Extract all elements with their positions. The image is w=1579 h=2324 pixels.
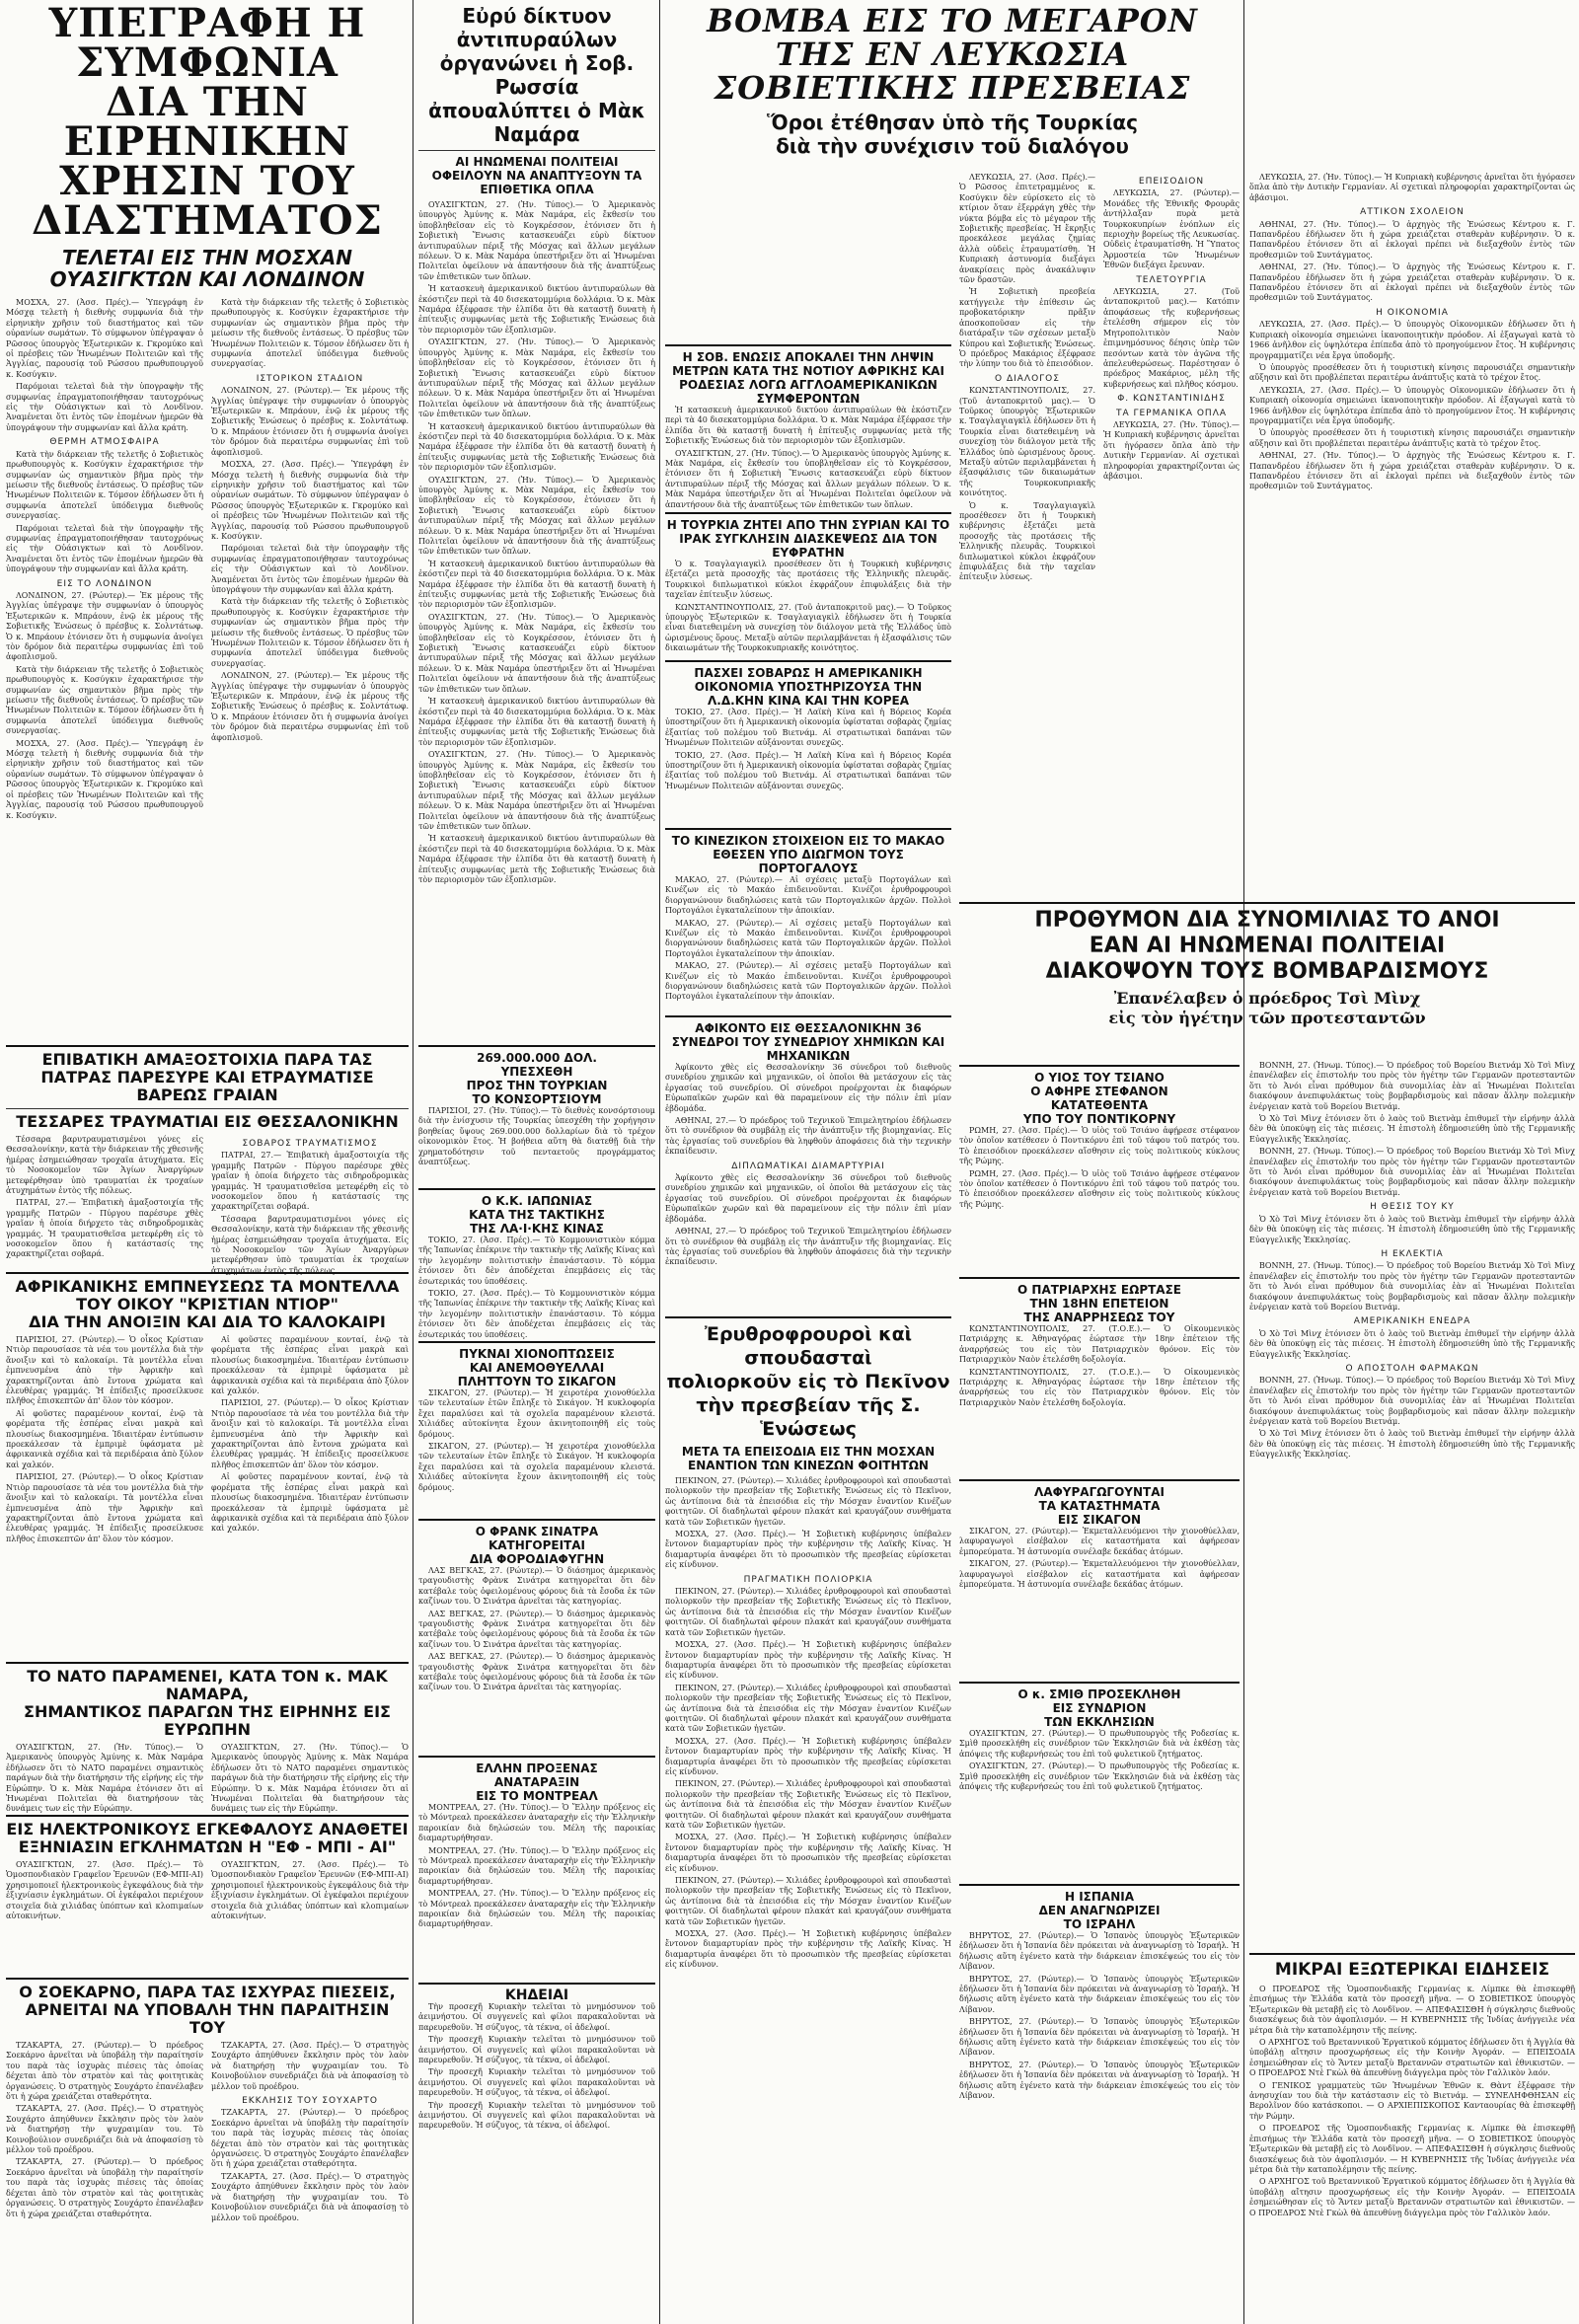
article-text: ΛΕΥΚΩΣΙΑ, 27. (Ρώυτερ).— Μονάδες τῆς Ἐθνικῆς Φρουρᾶς ἀντήλλαξαν πυρὰ μετὰ Τουρκοκυπρίων ἐνόπλων εἰς περιοχὴν βορείως τῆς Λευκωσίας. Οὐδεὶς ἐτραυματίσθη. Ἡ Ὕπατος Ἀρμοστεία τῶν Ἡνωμένων Ἐθνῶν διεξάγει ἔρευναν. <box>1103 188 1240 270</box>
headline: ΥΠΟ ΤΟΥ ΠΟΝΤΙΚΟΡΝΥ <box>1022 1112 1176 1126</box>
headline: ΑΦΡΙΚΑΝΙΚΗΣ ΕΜΠΝΕΥΣΕΩΣ ΤΑ ΜΟΝΤΕΛΛΑ <box>15 1277 400 1296</box>
headline: ΣΗΜΑΝΤΙΚΟΣ ΠΑΡΑΓΩΝ ΤΗΣ ΕΙΡΗΝΗΣ ΕΙΣ ΕΥΡΩΠΗΝ <box>24 1702 391 1739</box>
article-text: ΑΘΗΝΑΙ, 27.— Ὁ πρόεδρος τοῦ Τεχνικοῦ Ἐπιμελητηρίου ἐδήλωσεν ὅτι τὸ συνέδριον θὰ συμβάλῃ εἰς τὴν ἀνάπτυξιν τῆς βιομηχανίας. Εἰς τὰς ἐργασίας τοῦ συνεδρίου θὰ ληφθοῦν ἀποφάσεις διὰ τὴν τεχνικὴν ἐκπαίδευσιν. <box>665 1227 951 1267</box>
article-text: Ὁ Χὸ Τσὶ Μὶνχ ἐτόνισεν ὅτι ὁ λαὸς τοῦ Βιετνὰμ ἐπιθυμεῖ τὴν εἰρήνην ἀλλὰ δὲν θὰ ὑποκύψῃ εἰς τὰς πιέσεις. Ἡ ἐπιστολὴ ἐδημοσιεύθη ὑπὸ τῆς Γερμανικῆς Εὐαγγελικῆς Ἐκκλησίας. <box>1249 1429 1575 1460</box>
headline: ΠΡΟΘΥΜΟΝ ΔΙΑ ΣΥΝΟΜΙΛΙΑΣ ΤΟ ΑΝΟΙ <box>1034 908 1500 933</box>
article-text: Κατὰ τὴν διάρκειαν τῆς τελετῆς ὁ Σοβιετικὸς πρωθυπουργὸς κ. Κοσύγκιν ἐχαρακτήρισε τὴν συμφωνίαν ὡς σημαντικὸν βῆμα πρὸς τὴν μείωσιν τῆς διεθνοῦς ἐντάσεως. Ὁ πρέσβυς τῶν Ἡνωμένων Πολιτειῶν κ. Τόμσον ἐδήλωσεν ὅτι ἡ συμφωνία ἀποτελεῖ ὑπόδειγμα διεθνοῦς συνεργασίας. <box>6 449 203 521</box>
article-text: ΣΙΚΑΓΟΝ, 27. (Ρώυτερ).— Ἡ χειροτέρα χιονοθύελλα τῶν τελευταίων ἐτῶν ἔπληξε τὸ Σικάγον. Ἡ κυκλοφορία ἔχει παραλύσει καὶ τὰ σχολεῖα παραμένουν κλειστά. Χιλιάδες αὐτοκίνητα ἔχουν ἀκινητοποιηθῆ εἰς τοὺς δρόμους. <box>418 1388 655 1439</box>
article-text: ΚΩΝΣΤΑΝΤΙΝΟΥΠΟΛΙΣ, 27. (Τοῦ ἀνταποκριτοῦ μας).— Ὁ Τοῦρκος ὑπουργὸς Ἐξωτερικῶν κ. Τσαγλαγιαγκὶλ ἐδήλωσεν ὅτι ἡ Τουρκία εἶναι διατεθειμένη νὰ συνεχίσῃ τὸν διάλογον μετὰ τῆς Ἑλλάδος ὑπὸ ὡρισμένους ὅρους. Μεταξὺ αὐτῶν περιλαμβάνεται ἡ ἐξασφάλισις τῶν δικαιωμάτων τῆς Τουρκοκυπριακῆς κοινότητος. <box>665 602 951 653</box>
section-title: ΕΙΣ ΤΟ ΛΟΝΔΙΝΟΝ <box>56 578 153 589</box>
section-title: ΔΙΠΛΩΜΑΤΙΚΑΙ ΔΙΑΜΑΡΤΥΡΙΑΙ <box>731 1161 885 1171</box>
article-text: ΠΑΡΙΣΙΟΙ, 27. (Ρώυτερ).— Ὁ οἶκος Κρίστιαν Ντιὸρ παρουσίασε τὰ νέα του μοντέλλα διὰ τὴν ἄνοιξιν καὶ τὸ καλοκαίρι. Τὰ μοντέλλα εἶναι ἐμπνευσμένα ἀπὸ τὴν Ἀφρικὴν καὶ χαρακτηρίζονται ἀπὸ ἔντονα χρώματα καὶ ἐλευθέρας γραμμάς. Ἡ ἐπίδειξις προσείλκυσε πλῆθος ἐπισκεπτῶν ἀπ' ὅλον τὸν κόσμον. <box>6 1472 203 1543</box>
article-text: Ἡ κατασκευὴ ἀμερικανικοῦ δικτύου ἀντιπυραύλων θὰ ἐκόστιζεν περὶ τὰ 40 δισεκατομμύρια δολλάρια. Ὁ κ. Μὰκ Ναμάρα ἐξέφρασε τὴν ἐλπίδα ὅτι θὰ καταστῇ δυνατὴ ἡ ἐπίτευξις συμφωνίας μετὰ τῆς Σοβιετικῆς Ἑνώσεως διὰ τὸν περιορισμὸν τῶν ἐξοπλισμῶν. <box>418 284 655 335</box>
headline: ΧΡΗΣΙΝ ΤΟΥ ΔΙΑΣΤΗΜΑΤΟΣ <box>32 158 383 244</box>
headline: Ο ΑΦΗΡΕ ΣΤΕΦΑΝΟΝ <box>1030 1085 1168 1098</box>
section-title: Ο ΔΙΑΛΟΓΟΣ <box>995 373 1060 384</box>
article-text: ΟΥΑΣΙΓΚΤΩΝ, 27. (Ἡν. Τύπος).— Ὁ Ἀμερικανὸς ὑπουργὸς Ἀμύνης κ. Μὰκ Ναμάρα ἐδήλωσεν ὅτι τὸ ΝΑΤΟ παραμένει σημαντικὸς παράγων διὰ τὴν διατήρησιν τῆς εἰρήνης εἰς τὴν Εὐρώπην. Ὁ κ. Μὰκ Ναμάρα ἐτόνισεν ὅτι αἱ Ἡνωμέναι Πολιτεῖαι θὰ διατηρήσουν τὰς δυνάμεις των εἰς τὴν Εὐρώπην. <box>6 1743 203 1814</box>
article-text: ΠΕΚΙΝΟΝ, 27. (Ρώυτερ).— Χιλιάδες ἐρυθροφρουροὶ καὶ σπουδασταὶ πολιορκοῦν τὴν πρεσβείαν τῆς Σοβιετικῆς Ἑνώσεως εἰς τὸ Πεκῖνον, ὡς ἀντίποινα διὰ τὰ ἐπεισόδια εἰς τὴν Μόσχαν ἐναντίον Κινέζων φοιτητῶν. Οἱ διαδηλωταὶ φέρουν πλακάτ καὶ κραυγάζουν συνθήματα κατὰ τῶν Σοβιετικῶν ἡγετῶν. <box>665 1876 951 1926</box>
hanoi-article <box>959 898 1575 1056</box>
headline: Ο ΠΑΤΡΙΑΡΧΗΣ ΕΩΡΤΑΣΕ <box>1017 1283 1181 1297</box>
article-text: ΤΖΑΚΑΡΤΑ, 27. (Ἀσσ. Πρές).— Ὁ στρατηγὸς Σουχάρτο ἀπηύθυνεν ἔκκλησιν πρὸς τὸν λαὸν νὰ διατηρήσῃ τὴν ψυχραιμίαν του. Τὸ Κοινοβούλιον συνεδριάζει διὰ νὰ ἀποφασίσῃ τὸ μέλλον τοῦ προέδρου. <box>211 2171 409 2222</box>
article-text: ΑΘΗΝΑΙ, 27. (Ἡν. Τύπος).— Ὁ ἀρχηγὸς τῆς Ἑνώσεως Κέντρου κ. Γ. Παπανδρέου ἐδήλωσεν ὅτι ἡ χώρα χρειάζεται σταθερὰν κυβέρνησιν. Ὁ κ. Παπανδρέου ἐτόνισεν ὅτι αἱ ἐκλογαὶ πρέπει νὰ διεξαχθοῦν ἐντὸς τῶν προθεσμιῶν τοῦ Συντάγματος. <box>1249 262 1575 303</box>
chiang-article <box>959 1061 1240 1268</box>
article-text: Ἡ κατασκευὴ ἀμερικανικοῦ δικτύου ἀντιπυραύλων θὰ ἐκόστιζεν περὶ τὰ 40 δισεκατομμύρια δολλάρια. Ὁ κ. Μὰκ Ναμάρα ἐξέφρασε τὴν ἐλπίδα ὅτι θὰ καταστῇ δυνατὴ ἡ ἐπίτευξις συμφωνίας μετὰ τῆς Σοβιετικῆς Ἑνώσεως διὰ τὸν περιορισμὸν τῶν ἐξοπλισμῶν. <box>418 559 655 610</box>
headline: ΑΝΑΤΑΡΑΞΙΝ <box>493 1775 580 1789</box>
column-rule <box>413 0 414 2324</box>
article-text: ΛΕΥΚΩΣΙΑ, 27. (Ἀσσ. Πρές).— Ὁ ὑπουργὸς Οἰκονομικῶν ἐδήλωσεν ὅτι ἡ Κυπριακὴ οἰκονομία σημειώνει ἱκανοποιητικὴν πρόοδον. Αἱ ἐξαγωγαὶ κατὰ τὸ 1966 ἀνῆλθον εἰς ὑψηλότερα ἐπίπεδα ἀπὸ τὸ προηγούμενον ἔτος. Ἡ κυβέρνησις προγραμματίζει νέα ἔργα ὑποδομῆς. <box>1249 320 1575 360</box>
article-text: ΟΥΑΣΙΓΚΤΩΝ, 27. (Ἡν. Τύπος).— Ὁ Ἀμερικανὸς ὑπουργὸς Ἀμύνης κ. Μὰκ Ναμάρα, εἰς ἔκθεσίν του ὑποβληθεῖσαν εἰς τὸ Κογκρέσσον, ἐτόνισεν ὅτι ἡ Σοβιετικὴ Ἕνωσις κατασκευάζει εὐρὺ δίκτυον ἀντιπυραύλων πέριξ τῆς Μόσχας καὶ ἄλλων μεγάλων πόλεων. Ὁ κ. Μὰκ Ναμάρα ὑπεστήριξεν ὅτι αἱ Ἡνωμέναι Πολιτεῖαι ὀφείλουν νὰ ἀπαντήσουν διὰ τῆς ἀναπτύξεως τῶν ἐπιθετικῶν των ὅπλων. <box>418 750 655 831</box>
headline: Ο κ. ΣΜΙΘ ΠΡΟΣΕΚΛΗΘΗ <box>1017 1687 1181 1701</box>
article-text: Ἡ κατασκευὴ ἀμερικανικοῦ δικτύου ἀντιπυραύλων θὰ ἐκόστιζεν περὶ τὰ 40 δισεκατομμύρια δολλάρια. Ὁ κ. Μὰκ Ναμάρα ἐξέφρασε τὴν ἐλπίδα ὅτι θὰ καταστῇ δυνατὴ ἡ ἐπίτευξις συμφωνίας μετὰ τῆς Σοβιετικῆς Ἑνώσεως διὰ τὸν περιορισμὸν τῶν ἐξοπλισμῶν. <box>418 421 655 473</box>
headline: ΑΦΙΚΟΝΤΟ ΕΙΣ ΘΕΣΣΑΛΟΝΙΚΗΝ 36 ΣΥΝΕΔΡΟΙ ΤΟΥ ΣΥΝΕΔΡΙΟΥ ΧΗΜΙΚΩΝ ΚΑΙ ΜΗΧΑΝΙΚΩΝ <box>671 1021 945 1063</box>
article-text: Ὁ ὑπουργὸς προσέθεσεν ὅτι ἡ τουριστικὴ κίνησις παρουσιάζει σημαντικὴν αὔξησιν καὶ ὅτι προβλέπεται περαιτέρω ἀνάπτυξις κατὰ τὸ τρέχον ἔτος. <box>1249 362 1575 383</box>
headline: Η ΤΟΥΡΚΙΑ ΖΗΤΕΙ ΑΠΟ ΤΗΝ ΣΥΡΙΑΝ ΚΑΙ ΤΟ ΙΡΑΚ ΣΥΓΚΛΗΣΙΝ ΔΙΑΣΚΕΨΕΩΣ ΔΙΑ ΤΟΝ ΕΥΦΡΑΤΗΝ <box>666 518 950 560</box>
article-text: ΠΑΡΙΣΙΟΙ, 27. (Ρώυτερ).— Ὁ οἶκος Κρίστιαν Ντιὸρ παρουσίασε τὰ νέα του μοντέλλα διὰ τὴν ἄνοιξιν καὶ τὸ καλοκαίρι. Τὰ μοντέλλα εἶναι ἐμπνευσμένα ἀπὸ τὴν Ἀφρικὴν καὶ χαρακτηρίζονται ἀπὸ ἔντονα χρώματα καὶ ἐλευθέρας γραμμάς. Ἡ ἐπίδειξις προσείλκυσε πλῆθος ἐπισκεπτῶν ἀπ' ὅλον τὸν κόσμον. <box>6 1335 203 1406</box>
article-text: ΤΖΑΚΑΡΤΑ, 27. (Ρώυτερ).— Ὁ πρόεδρος Σοεκάρνο ἀρνεῖται νὰ ὑποβάλῃ τὴν παραίτησίν του παρὰ τὰς ἰσχυρὰς πιέσεις τὰς ὁποίας δέχεται ἀπὸ τὸν στρατὸν καὶ τὰς φοιτητικὰς ὀργανώσεις. Ὁ στρατηγὸς Σουχάρτο ἐπανέλαβεν ὅτι ἡ χώρα χρειάζεται σταθερότητα. <box>6 2157 203 2218</box>
headline: ὀργανώνει ἡ Σοβ. Ρωσσία <box>439 51 635 99</box>
patras-article <box>6 1041 409 1275</box>
nato-article <box>6 1658 409 1814</box>
headline: ΤΗΣ ΕΝ ΛΕΥΚΩΣΙΑ <box>775 36 1130 73</box>
article-text: ΡΩΜΗ, 27. (Ἀσσ. Πρές).— Ὁ υἱὸς τοῦ Τσιάνο ἀφῄρεσε στέφανον τὸν ὁποῖον κατέθεσεν ὁ Ποντικόρνυ ἐπὶ τοῦ τάφου τοῦ πατρός του. Τὸ ἐπεισόδιον προεκάλεσεν αἴσθησιν εἰς τοὺς πολιτικοὺς κύκλους τῆς Ρώμης. <box>959 1168 1240 1209</box>
article-text: ΟΥΑΣΙΓΚΤΩΝ, 27. (Ἡν. Τύπος).— Ὁ Ἀμερικανὸς ὑπουργὸς Ἀμύνης κ. Μὰκ Ναμάρα, εἰς ἔκθεσίν του ὑποβληθεῖσαν εἰς τὸ Κογκρέσσον, ἐτόνισεν ὅτι ἡ Σοβιετικὴ Ἕνωσις κατασκευάζει εὐρὺ δίκτυον ἀντιπυραύλων πέριξ τῆς Μόσχας καὶ ἄλλων μεγάλων πόλεων. Ὁ κ. Μὰκ Ναμάρα ὑπεστήριξεν ὅτι αἱ Ἡνωμέναι Πολιτεῖαι ὀφείλουν νὰ ἀπαντήσουν διὰ τῆς ἀναπτύξεως τῶν ἐπιθετικῶν των ὅπλων. <box>418 337 655 419</box>
article-text: ΛΕΥΚΩΣΙΑ, 27. (Ἀσσ. Πρές).— Ὁ ὑπουργὸς Οἰκονομικῶν ἐδήλωσεν ὅτι ἡ Κυπριακὴ οἰκονομία σημειώνει ἱκανοποιητικὴν πρόοδον. Αἱ ἐξαγωγαὶ κατὰ τὸ 1966 ἀνῆλθον εἰς ὑψηλότερα ἐπίπεδα ἀπὸ τὸ προηγούμενον ἔτος. Ἡ κυβέρνησις προγραμματίζει νέα ἔργα ὑποδομῆς. <box>1249 385 1575 425</box>
headline: ΚΑΤΗΓΟΡΕΙΤΑΙ <box>488 1538 586 1552</box>
article-text: ΒΗΡΥΤΟΣ, 27. (Ρώυτερ).— Ὁ Ἱσπανὸς ὑπουργὸς Ἐξωτερικῶν ἐδήλωσεν ὅτι ἡ Ἱσπανία δὲν πρόκειται νὰ ἀναγνωρίσῃ τὸ Ἰσραήλ. Ἡ δήλωσις αὕτη ἐγένετο κατὰ τὴν διάρκειαν ἐπισκέψεώς του εἰς τὸν Λίβανον. <box>959 2017 1240 2058</box>
article-text: Ο ΓΕΝΙΚΟΣ γραμματεὺς τῶν Ἡνωμένων Ἐθνῶν κ. Θὰντ ἐξέφρασε τὴν ἀνησυχίαν του διὰ τὴν κατάστασιν εἰς τὸ Βιετνάμ. — ΣΥΝΕΛΗΦΘΗΣΑΝ εἰς Βερολῖνον δύο κατάσκοποι. — Ο ΑΡΧΙΕΠΙΣΚΟΠΟΣ Κανταουρίας θὰ ἐπισκεφθῇ τὴν Ρώμην. <box>1249 2080 1575 2121</box>
subheadline: εἰς τὸν ἡγέτην τῶν προτεσταντῶν <box>1108 1009 1426 1027</box>
article-text: ΜΑΚΑΟ, 27. (Ρώυτερ).— Αἱ σχέσεις μεταξὺ Πορτογάλων καὶ Κινέζων εἰς τὸ Μακάο ἐπιδεινοῦνται. Κινέζοι ἐρυθροφρουροὶ διοργανώνουν διαδηλώσεις κατὰ τῶν Πορτογαλικῶν ἀρχῶν. Πολλοὶ Πορτογάλοι ἐγκαταλείπουν τὴν ἀποικίαν. <box>665 918 951 958</box>
article-text: Παρόμοιαι τελεταὶ διὰ τὴν ὑπογραφὴν τῆς συμφωνίας ἐπραγματοποιήθησαν ταυτοχρόνως εἰς τὴν Οὐάσιγκτων καὶ τὸ Λονδῖνον. Ἀναμένεται ὅτι ἐντὸς τῶν ἑπομένων ἡμερῶν θὰ ὑπογράψουν τὴν συμφωνίαν καὶ ἄλλα κράτη. <box>211 544 409 594</box>
article-text: Παρόμοιαι τελεταὶ διὰ τὴν ὑπογραφὴν τῆς συμφωνίας ἐπραγματοποιήθησαν ταυτοχρόνως εἰς τὴν Οὐάσιγκτων καὶ τὸ Λονδῖνον. Ἀναμένεται ὅτι ἐντὸς τῶν ἑπομένων ἡμερῶν θὰ ὑπογράψουν τὴν συμφωνίαν καὶ ἄλλα κράτη. <box>6 382 203 432</box>
article-text: Ἡ κατασκευὴ ἀμερικανικοῦ δικτύου ἀντιπυραύλων θὰ ἐκόστιζεν περὶ τὰ 40 δισεκατομμύρια δολλάρια. Ὁ κ. Μὰκ Ναμάρα ἐξέφρασε τὴν ἐλπίδα ὅτι θὰ καταστῇ δυνατὴ ἡ ἐπίτευξις συμφωνίας μετὰ τῆς Σοβιετικῆς Ἑνώσεως διὰ τὸν περιορισμὸν τῶν ἐξοπλισμῶν. <box>418 834 655 884</box>
article-text: ΟΥΑΣΙΓΚΤΩΝ, 27. (Ἡν. Τύπος).— Ὁ Ἀμερικανὸς ὑπουργὸς Ἀμύνης κ. Μὰκ Ναμάρα ἐδήλωσεν ὅτι τὸ ΝΑΤΟ παραμένει σημαντικὸς παράγων διὰ τὴν διατήρησιν τῆς εἰρήνης εἰς τὴν Εὐρώπην. Ὁ κ. Μὰκ Ναμάρα ἐτόνισεν ὅτι αἱ Ἡνωμέναι Πολιτεῖαι θὰ διατηρήσουν τὰς δυνάμεις των εἰς τὴν Εὐρώπην. <box>211 1743 409 1814</box>
patriarch-article <box>959 1273 1240 1470</box>
article-text: ΜΟΣΧΑ, 27. (Ἀσσ. Πρές).— Ἡ Σοβιετικὴ κυβέρνησις ὑπέβαλεν ἔντονον διαμαρτυρίαν πρὸς τὴν κυβέρνησιν τῆς Λαϊκῆς Κίνας. Ἡ διαμαρτυρία ἀναφέρει ὅτι τὸ προσωπικὸν τῆς πρεσβείας εὑρίσκεται εἰς κίνδυνον. <box>665 1640 951 1681</box>
article-text: Τὴν προσεχῆ Κυριακὴν τελεῖται τὸ μνημόσυνον τοῦ ἀειμνήστου. Οἱ συγγενεῖς καὶ φίλοι παρακαλοῦνται νὰ παρευρεθοῦν. Ἡ σύζυγος, τὰ τέκνα, οἱ ἀδελφοί. <box>418 2100 655 2131</box>
article-text: ΟΥΑΣΙΓΚΤΩΝ, 27. (Ἡν. Τύπος).— Ὁ Ἀμερικανὸς ὑπουργὸς Ἀμύνης κ. Μὰκ Ναμάρα, εἰς ἔκθεσίν του ὑποβληθεῖσαν εἰς τὸ Κογκρέσσον, ἐτόνισεν ὅτι ἡ Σοβιετικὴ Ἕνωσις κατασκευάζει εὐρὺ δίκτυον ἀντιπυραύλων πέριξ τῆς Μόσχας καὶ ἄλλων μεγάλων πόλεων. Ὁ κ. Μὰκ Ναμάρα ὑπεστήριξεν ὅτι αἱ Ἡνωμέναι Πολιτεῖαι ὀφείλουν νὰ ἀπαντήσουν διὰ τῆς ἀναπτύξεως τῶν ἐπιθετικῶν των ὅπλων. <box>665 448 951 509</box>
article-text: Ὁ ὑπουργὸς προσέθεσεν ὅτι ἡ τουριστικὴ κίνησις παρουσιάζει σημαντικὴν αὔξησιν καὶ ὅτι προβλέπεται περαιτέρω ἀνάπτυξις κατὰ τὸ τρέχον ἔτος. <box>1249 428 1575 448</box>
article-text: ΚΩΝΣΤΑΝΤΙΝΟΥΠΟΛΙΣ, 27. (Τοῦ ἀνταποκριτοῦ μας).— Ὁ Τοῦρκος ὑπουργὸς Ἐξωτερικῶν κ. Τσαγλαγιαγκὶλ ἐδήλωσεν ὅτι ἡ Τουρκία εἶναι διατεθειμένη νὰ συνεχίσῃ τὸν διάλογον μετὰ τῆς Ἑλλάδος ὑπὸ ὡρισμένους ὅρους. Μεταξὺ αὐτῶν περιλαμβάνεται ἡ ἐξασφάλισις τῶν δικαιωμάτων τῆς Τουρκοκυπριακῆς κοινότητος. <box>959 386 1095 498</box>
article-text: ΜΟΣΧΑ, 27. (Ἀσσ. Πρές).— Ὑπεγράφη ἐν Μόσχᾳ τελετὴ ἡ διεθνὴς συμφωνία διὰ τὴν εἰρηνικὴν χρῆσιν τοῦ διαστήματος καὶ τῶν οὐρανίων σωμάτων. Τὸ σύμφωνον ὑπέγραψαν ὁ Ρῶσσος ὑπουργὸς Ἐξωτερικῶν κ. Γκρομύκο καὶ οἱ πρέσβεις τῶν Ἡνωμένων Πολιτειῶν καὶ τῆς Ἀγγλίας, παρουσίᾳ τοῦ Ρώσσου πρωθυπουργοῦ κ. Κοσύγκιν. <box>6 738 203 820</box>
headline: ΕΙΣ ΣΥΝΔΡΙΟΝ <box>1052 1701 1147 1715</box>
section-title: ΙΣΤΟΡΙΚΟΝ ΣΤΑΔΙΟΝ <box>256 373 364 384</box>
headline: ΔΙΑ ΤΗΝ ΕΙΡΗΝΙΚΗΝ <box>63 79 351 165</box>
article-text: ΜΟΝΤΡΕΑΛ, 27. (Ἡν. Τύπος).— Ὁ Ἕλλην πρόξενος εἰς τὸ Μόντρεαλ προεκάλεσεν ἀναταραχὴν εἰς τὴν Ἑλληνικὴν παροικίαν διὰ δηλώσεών του. Μέλη τῆς παροικίας διαμαρτυρήθησαν. <box>418 1803 655 1843</box>
far-right-column-top <box>1249 173 1575 893</box>
headline: ΤΗΣ ΛΑ·Ι·ΚΗΣ ΚΙΝΑΣ <box>470 1222 604 1236</box>
article-text: ΛΕΥΚΩΣΙΑ, 27. (Τοῦ ἀνταποκριτοῦ μας).— Κατόπιν ἀποφάσεως τῆς κυβερνήσεως ἐτελέσθη σήμερον εἰς τὸν Μητροπολιτικὸν Ναὸν ἐπιμνημόσυνος δέησις ὑπὲρ τῶν πεσόντων κατὰ τὸν ἀγῶνα τῆς ἀπελευθερώσεως. Παρέστησαν ὁ πρόεδρος Μακάριος, μέλη τῆς κυβερνήσεως καὶ πλῆθος κόσμου. <box>1103 287 1240 389</box>
article-text: ΜΟΣΧΑ, 27. (Ἀσσ. Πρές).— Ἡ Σοβιετικὴ κυβέρνησις ὑπέβαλεν ἔντονον διαμαρτυρίαν πρὸς τὴν κυβέρνησιν τῆς Λαϊκῆς Κίνας. Ἡ διαμαρτυρία ἀναφέρει ὅτι τὸ προσωπικὸν τῆς πρεσβείας εὑρίσκεται εἰς κίνδυνον. <box>665 1833 951 1873</box>
article-text: ΤΟΚΙΟ, 27. (Ἀσσ. Πρές).— Τὸ Κομμουνιστικὸν κόμμα τῆς Ἰαπωνίας ἐπέκρινε τὴν τακτικὴν τῆς Λαϊκῆς Κίνας καὶ τὴν λεγομένην πολιτιστικὴν ἐπανάστασιν. Τὸ κόμμα ἐτόνισεν ὅτι δὲν ἀποδέχεται ἐπεμβάσεις εἰς τὰς ἐσωτερικάς του ὑποθέσεις. <box>418 1289 655 1339</box>
article-text: Κατὰ τὴν διάρκειαν τῆς τελετῆς ὁ Σοβιετικὸς πρωθυπουργὸς κ. Κοσύγκιν ἐχαρακτήρισε τὴν συμφωνίαν ὡς σημαντικὸν βῆμα πρὸς τὴν μείωσιν τῆς διεθνοῦς ἐντάσεως. Ὁ πρέσβυς τῶν Ἡνωμένων Πολιτειῶν κ. Τόμσον ἐδήλωσεν ὅτι ἡ συμφωνία ἀποτελεῖ ὑπόδειγμα διεθνοῦς συνεργασίας. <box>6 664 203 736</box>
section-title: Η ΟΙΚΟΝΟΜΙΑ <box>1376 307 1449 318</box>
headline: ΔΕΝ ΑΝΑΓΝΩΡΙΖΕΙ <box>1038 1904 1161 1917</box>
headline: ΕΛΛΗΝ ΠΡΟΞΕΝΑΣ <box>476 1762 598 1775</box>
section-title: ΘΕΡΜΗ ΑΤΜΟΣΦΑΙΡΑ <box>49 437 160 448</box>
section-title: ΣΟΒΑΡΟΣ ΤΡΑΥΜΑΤΙΣΜΟΣ <box>242 1139 378 1149</box>
headline: Η ΙΣΠΑΝΙΑ <box>1064 1890 1134 1904</box>
headline: ΚΑΙ ΑΝΕΜΟΘΥΕΛΛΑΙ <box>469 1361 605 1375</box>
article-text: ΛΑΣ ΒΕΓΚΑΣ, 27. (Ρώυτερ).— Ὁ διάσημος ἀμερικανὸς τραγουδιστὴς Φρὰνκ Σινάτρα κατηγορεῖται ὅτι δὲν κατέβαλε τοὺς ὀφειλομένους φόρους διὰ τὰ ἔσοδα ἐκ τῶν καζίνων του. Ὁ Σινάτρα ἀρνεῖται τὰς κατηγορίας. <box>418 1652 655 1692</box>
article-text: Ο ΑΡΧΗΓΟΣ τοῦ Βρεταννικοῦ Ἐργατικοῦ κόμματος ἐδήλωσεν ὅτι ἡ Ἀγγλία θὰ ὑποβάλῃ αἴτησιν προσχωρήσεως εἰς τὴν Κοινὴν Ἀγοράν. — ΕΠΕΙΣΟΔΙΑ ἐσημειώθησαν εἰς τὸ Ἄντεν μεταξὺ Βρεταννῶν στρατιωτῶν καὶ ἐθνικιστῶν. — Ο ΠΡΟΕΔΡΟΣ Ντὲ Γκὼλ θὰ ἀπευθύνῃ διάγγελμα πρὸς τὸν Γαλλικὸν λαόν. <box>1249 2177 1575 2217</box>
headline: ΚΑΤΑΤΕΘΕΝΤΑ <box>1050 1098 1149 1112</box>
section-title: ΤΑ ΓΕΡΜΑΝΙΚΑ ΟΠΛΑ <box>1115 408 1228 418</box>
headline: Ο Κ.Κ. ΙΑΠΩΝΙΑΣ <box>481 1194 593 1208</box>
headline: ΛΑΦΥΡΑΓΩΓΟΥΝΤΑΙ <box>1034 1485 1165 1499</box>
article-text: Ο ΠΡΟΕΔΡΟΣ τῆς Ὁμοσπονδιακῆς Γερμανίας κ. Λίμπκε θὰ ἐπισκεφθῇ ἐπισήμως τὴν Ἑλλάδα κατὰ τὸν προσεχῆ μῆνα. — Ο ΣΟΒΙΕΤΙΚΟΣ ὑπουργὸς Ἐξωτερικῶν θὰ μεταβῇ εἰς τὸ Λονδῖνον. — ΑΠΕΦΑΣΙΣΘΗ ἡ σύγκλησις διεθνοῦς διασκέψεως διὰ τὸν ἀφοπλισμόν. — Η ΚΥΒΕΡΝΗΣΙΣ τῆς Ἰνδίας ἀνήγγειλε νέα μέτρα διὰ τὴν καταπολέμησιν τῆς πείνης. <box>1249 2124 1575 2174</box>
headline: ΜΙΚΡΑΙ ΕΞΩΤΕΡΙΚΑΙ ΕΙΔΗΣΕΙΣ <box>1274 1960 1550 1980</box>
article-text: Κατὰ τὴν διάρκειαν τῆς τελετῆς ὁ Σοβιετικὸς πρωθυπουργὸς κ. Κοσύγκιν ἐχαρακτήρισε τὴν συμφωνίαν ὡς σημαντικὸν βῆμα πρὸς τὴν μείωσιν τῆς διεθνοῦς ἐντάσεως. Ὁ πρέσβυς τῶν Ἡνωμένων Πολιτειῶν κ. Τόμσον ἐδήλωσεν ὅτι ἡ συμφωνία ἀποτελεῖ ὑπόδειγμα διεθνοῦς συνεργασίας. <box>211 298 409 369</box>
article-text: ΠΕΚΙΝΟΝ, 27. (Ρώυτερ).— Χιλιάδες ἐρυθροφρουροὶ καὶ σπουδασταὶ πολιορκοῦν τὴν πρεσβείαν τῆς Σοβιετικῆς Ἑνώσεως εἰς τὸ Πεκῖνον, ὡς ἀντίποινα διὰ τὰ ἐπεισόδια εἰς τὴν Μόσχαν ἐναντίον Κινέζων φοιτητῶν. Οἱ διαδηλωταὶ φέρουν πλακάτ καὶ κραυγάζουν συνθήματα κατὰ τῶν Σοβιετικῶν ἡγετῶν. <box>665 1476 951 1527</box>
article-text: ΒΗΡΥΤΟΣ, 27. (Ρώυτερ).— Ὁ Ἱσπανὸς ὑπουργὸς Ἐξωτερικῶν ἐδήλωσεν ὅτι ἡ Ἱσπανία δὲν πρόκειται νὰ ἀναγνωρίσῃ τὸ Ἰσραήλ. Ἡ δήλωσις αὕτη ἐγένετο κατὰ τὴν διάρκειαν ἐπισκέψεώς του εἰς τὸν Λίβανον. <box>959 1974 1240 2014</box>
article-text: Τὴν προσεχῆ Κυριακὴν τελεῖται τὸ μνημόσυνον τοῦ ἀειμνήστου. Οἱ συγγενεῖς καὶ φίλοι παρακαλοῦνται νὰ παρευρεθοῦν. Ἡ σύζυγος, τὰ τέκνα, οἱ ἀδελφοί. <box>418 2067 655 2098</box>
section-title: Η ΘΕΣΙΣ ΤΟΥ ΚΥ <box>1370 1202 1455 1213</box>
sukarno-article <box>6 1974 409 2319</box>
macao-article <box>665 824 951 1007</box>
obituary-article <box>418 1979 655 2319</box>
article-text: Παρόμοιαι τελεταὶ διὰ τὴν ὑπογραφὴν τῆς συμφωνίας ἐπραγματοποιήθησαν ταυτοχρόνως εἰς τὴν Οὐάσιγκτων καὶ τὸ Λονδῖνον. Ἀναμένεται ὅτι ἐντὸς τῶν ἑπομένων ἡμερῶν θὰ ὑπογράψουν τὴν συμφωνίαν καὶ ἄλλα κράτη. <box>6 523 203 574</box>
article-text: ΟΥΑΣΙΓΚΤΩΝ, 27. (Ἡν. Τύπος).— Ὁ Ἀμερικανὸς ὑπουργὸς Ἀμύνης κ. Μὰκ Ναμάρα, εἰς ἔκθεσίν του ὑποβληθεῖσαν εἰς τὸ Κογκρέσσον, ἐτόνισεν ὅτι ἡ Σοβιετικὴ Ἕνωσις κατασκευάζει εὐρὺ δίκτυον ἀντιπυραύλων πέριξ τῆς Μόσχας καὶ ἄλλων μεγάλων πόλεων. Ὁ κ. Μὰκ Ναμάρα ὑπεστήριξεν ὅτι αἱ Ἡνωμέναι Πολιτεῖαι ὀφείλουν νὰ ἀπαντήσουν διὰ τῆς ἀναπτύξεως τῶν ἐπιθετικῶν των ὅπλων. <box>418 475 655 557</box>
headline: ΕΞΗΝΙΑΣΙΝ ΕΓΚΛΗΜΑΤΩΝ Η "ΕΦ - ΜΠΙ - ΑΙ" <box>18 1837 397 1856</box>
headline: ΣΟΒΙΕΤΙΚΗΣ ΠΡΕΣΒΕΙΑΣ <box>714 69 1191 107</box>
headline: ΚΑΤΑ ΤΗΣ ΤΑΚΤΙΚΗΣ <box>469 1208 605 1222</box>
article-text: ΛΟΝΔΙΝΟΝ, 27. (Ρώυτερ).— Ἐκ μέρους τῆς Ἀγγλίας ὑπέγραψε τὴν συμφωνίαν ὁ ὑπουργὸς Ἐξωτερικῶν κ. Μπράουν, ἐνῷ ἐκ μέρους τῆς Σοβιετικῆς Ἑνώσεως ὁ πρέσβυς κ. Σολντάτωφ. Ὁ κ. Μπράουν ἐτόνισεν ὅτι ἡ συμφωνία ἀνοίγει τὸν δρόμον διὰ περαιτέρω συμφωνίας ἐπὶ τοῦ ἀφοπλισμοῦ. <box>211 671 409 742</box>
article-text: ΤΖΑΚΑΡΤΑ, 27. (Ἀσσ. Πρές).— Ὁ στρατηγὸς Σουχάρτο ἀπηύθυνεν ἔκκλησιν πρὸς τὸν λαὸν νὰ διατηρήσῃ τὴν ψυχραιμίαν του. Τὸ Κοινοβούλιον συνεδριάζει διὰ νὰ ἀποφασίσῃ τὸ μέλλον τοῦ προέδρου. <box>6 2104 203 2155</box>
article-text: ΣΙΚΑΓΟΝ, 27. (Ρώυτερ).— Ἐκμεταλλευόμενοι τὴν χιονοθύελλαν, λαφυραγωγοὶ εἰσέβαλον εἰς καταστήματα καὶ ἀφήρεσαν ἐμπορεύματα. Ἡ ἀστυνομία συνέλαβε δεκάδας ἀτόμων. <box>959 1527 1240 1556</box>
article-text: Τέσσαρα βαρυτραυματισμένοι γόνες εἰς Θεσσαλονίκην, κατὰ τὴν διάρκειαν τῆς χθεσινῆς ἡμέρας ἐσημειώθησαν τροχαῖα ἀτυχήματα. Εἰς τὸ Νοσοκομεῖον τῶν Ἁγίων Ἀναργύρων μετεφέρθησαν ὑπὸ τραυματίαι ἐκ τροχαίων ἀτυχημάτων ἐντὸς τῆς πόλεως. <box>6 1135 203 1196</box>
article-text: ΜΟΣΧΑ, 27. (Ἀσσ. Πρές).— Ὑπεγράφη ἐν Μόσχᾳ τελετὴ ἡ διεθνὴς συμφωνία διὰ τὴν εἰρηνικὴν χρῆσιν τοῦ διαστήματος καὶ τῶν οὐρανίων σωμάτων. Τὸ σύμφωνον ὑπέγραψαν ὁ Ρῶσσος ὑπουργὸς Ἐξωτερικῶν κ. Γκρομύκο καὶ οἱ πρέσβεις τῶν Ἡνωμένων Πολιτειῶν καὶ τῆς Ἀγγλίας, παρουσίᾳ τοῦ Ρώσσου πρωθυπουργοῦ κ. Κοσύγκιν. <box>211 460 409 541</box>
headline: ΠΡΟΣ ΤΗΝ ΤΟΥΡΚΙΑΝ <box>466 1079 608 1092</box>
rhodesia-article <box>665 340 951 509</box>
article-text: ΤΖΑΚΑΡΤΑ, 27. (Ρώυτερ).— Ὁ πρόεδρος Σοεκάρνο ἀρνεῖται νὰ ὑποβάλῃ τὴν παραίτησίν του παρὰ τὰς ἰσχυρὰς πιέσεις τὰς ὁποίας δέχεται ἀπὸ τὸν στρατὸν καὶ τὰς φοιτητικὰς ὀργανώσεις. Ὁ στρατηγὸς Σουχάρτο ἐπανέλαβεν ὅτι ἡ χώρα χρειάζεται σταθερότητα. <box>211 2108 409 2169</box>
headline: ΒΟΜΒΑ ΕΙΣ ΤΟ ΜΕΓΑΡΟΝ <box>707 2 1198 39</box>
headline: ΥΠΕΓΡΑΦΗ Η ΣΥΜΦΩΝΙΑ <box>48 0 366 86</box>
headline: ΤΟ ΝΑΤΟ ΠΑΡΑΜΕΝΕΙ, ΚΑΤΑ ΤΟΝ κ. ΜΑΚ ΝΑΜΑΡΑ, <box>27 1667 388 1703</box>
article-text: ΡΩΜΗ, 27. (Ἀσσ. Πρές).— Ὁ υἱὸς τοῦ Τσιάνο ἀφῄρεσε στέφανον τὸν ὁποῖον κατέθεσεν ὁ Ποντικόρνυ ἐπὶ τοῦ τάφου τοῦ πατρός του. Τὸ ἐπεισόδιον προεκάλεσεν αἴσθησιν εἰς τοὺς πολιτικοὺς κύκλους τῆς Ρώμης. <box>959 1126 1240 1166</box>
headline: ΤΕΣΣΑΡΕΣ ΤΡΑΥΜΑΤΙΑΙ ΕΙΣ ΘΕΣΣΑΛΟΝΙΚΗΝ <box>16 1112 399 1131</box>
article-text: ΣΙΚΑΓΟΝ, 27. (Ρώυτερ).— Ἡ χειροτέρα χιονοθύελλα τῶν τελευταίων ἐτῶν ἔπληξε τὸ Σικάγον. Ἡ κυκλοφορία ἔχει παραλύσει καὶ τὰ σχολεῖα παραμένουν κλειστά. Χιλιάδες αὐτοκίνητα ἔχουν ἀκινητοποιηθῆ εἰς τοὺς δρόμους. <box>418 1442 655 1492</box>
article-text: Τὴν προσεχῆ Κυριακὴν τελεῖται τὸ μνημόσυνον τοῦ ἀειμνήστου. Οἱ συγγενεῖς καὶ φίλοι παρακαλοῦνται νὰ παρευρεθοῦν. Ἡ σύζυγος, τὰ τέκνα, οἱ ἀδελφοί. <box>418 2035 655 2065</box>
section-title: ΑΜΕΡΙΚΑΝΙΚΗ ΕΝΕΔΡΑ <box>1353 1316 1471 1327</box>
sinatra-article <box>418 1515 655 1747</box>
turkey-loan-article <box>418 1041 655 1179</box>
headline: Η ΣΟΒ. ΕΝΩΣΙΣ ΑΠΟΚΑΛΕΙ ΤΗΝ ΛΗΨΙΝ ΜΕΤΡΩΝ ΚΑΤΑ ΤΗΣ ΝΟΤΙΟΥ ΑΦΡΙΚΗΣ ΚΑΙ ΡΟΔΕΣΙΑΣ ΛΟΓΩ ΑΓΓΛΟΑΜΕΡΙΚΑΝΙΚΩΝ ΣΥΜΦΕΡΟΝΤΩΝ <box>672 350 944 406</box>
space-treaty-article <box>6 0 409 1035</box>
headline: ΤΟ ΙΣΡΑΗΛ <box>1063 1917 1136 1931</box>
headline: ΕΠΙΒΑΤΙΚΗ ΑΜΑΞΟΣΤΟΙΧΙΑ ΠΑΡΑ ΤΑΣ ΠΑΤΡΑΣ ΠΑΡΕΣΥΡΕ ΚΑΙ ΕΤΡΑΥΜΑΤΙΣΕ ΒΑΡΕΩΣ ΓΡΑΙΑΝ <box>40 1050 374 1104</box>
article-text: ΒΗΡΥΤΟΣ, 27. (Ρώυτερ).— Ὁ Ἱσπανὸς ὑπουργὸς Ἐξωτερικῶν ἐδήλωσεν ὅτι ἡ Ἱσπανία δὲν πρόκειται νὰ ἀναγνωρίσῃ τὸ Ἰσραήλ. Ἡ δήλωσις αὕτη ἐγένετο κατὰ τὴν διάρκειαν ἐπισκέψεώς του εἰς τὸν Λίβανον. <box>959 2060 1240 2101</box>
article-text: Ὁ Χὸ Τσὶ Μὶνχ ἐτόνισεν ὅτι ὁ λαὸς τοῦ Βιετνὰμ ἐπιθυμεῖ τὴν εἰρήνην ἀλλὰ δὲν θὰ ὑποκύψῃ εἰς τὰς πιέσεις. Ἡ ἐπιστολὴ ἐδημοσιεύθη ὑπὸ τῆς Γερμανικῆς Εὐαγγελικῆς Ἐκκλησίας. <box>1249 1328 1575 1359</box>
headline: ΕΙΣ ΣΙΚΑΓΟΝ <box>1057 1513 1142 1527</box>
headline: ΤΑ ΚΑΤΑΣΤΗΜΑΤΑ <box>1038 1499 1161 1513</box>
headline: ΚΗΔΕΙΑΙ <box>504 1987 569 2003</box>
us-economy-article <box>665 656 951 819</box>
article-text: ΤΟΚΙΟ, 27. (Ἀσσ. Πρές).— Ἡ Λαϊκὴ Κίνα καὶ ἡ Βόρειος Κορέα ὑποστηρίζουν ὅτι ἡ Ἀμερικανικὴ οἰκονομία ὑφίσταται σοβαρὰς ζημίας ἐξαιτίας τοῦ πολέμου τοῦ Βιετνάμ. Αἱ στρατιωτικαὶ δαπάναι τῶν Ἡνωμένων Πολιτειῶν αὐξάνονται συνεχῶς. <box>665 750 951 790</box>
article-text: Ο ΠΡΟΕΔΡΟΣ τῆς Ὁμοσπονδιακῆς Γερμανίας κ. Λίμπκε θὰ ἐπισκεφθῇ ἐπισήμως τὴν Ἑλλάδα κατὰ τὸν προσεχῆ μῆνα. — Ο ΣΟΒΙΕΤΙΚΟΣ ὑπουργὸς Ἐξωτερικῶν θὰ μεταβῇ εἰς τὸ Λονδῖνον. — ΑΠΕΦΑΣΙΣΘΗ ἡ σύγκλησις διεθνοῦς διασκέψεως διὰ τὸν ἀφοπλισμόν. — Η ΚΥΒΕΡΝΗΣΙΣ τῆς Ἰνδίας ἀνήγγειλε νέα μέτρα διὰ τὴν καταπολέμησιν τῆς πείνης. <box>1249 1985 1575 2035</box>
section-title: ΕΚΚΛΗΣΙΣ ΤΟΥ ΣΟΥΧΑΡΤΟ <box>242 2096 378 2107</box>
article-text: ΛΑΣ ΒΕΓΚΑΣ, 27. (Ρώυτερ).— Ὁ διάσημος ἀμερικανὸς τραγουδιστὴς Φρὰνκ Σινάτρα κατηγορεῖται ὅτι δὲν κατέβαλε τοὺς ὀφειλομένους φόρους διὰ τὰ ἔσοδα ἐκ τῶν καζίνων του. Ὁ Σινάτρα ἀρνεῖται τὰς κατηγορίας. <box>418 1566 655 1607</box>
article-text: Ἀφίκοντο χθὲς εἰς Θεσσαλονίκην 36 σύνεδροι τοῦ διεθνοῦς συνεδρίου χημικῶν καὶ μηχανικῶν, οἱ ὁποῖοι θὰ μετάσχουν εἰς τὰς ἐργασίας τοῦ συνεδρίου. Οἱ σύνεδροι προέρχονται ἐκ διαφόρων Εὐρωπαϊκῶν χωρῶν καὶ θὰ παραμείνουν εἰς τὴν πόλιν ἐπὶ μίαν ἑβδομάδα. <box>665 1063 951 1113</box>
article-text: ΠΕΚΙΝΟΝ, 27. (Ρώυτερ).— Χιλιάδες ἐρυθροφρουροὶ καὶ σπουδασταὶ πολιορκοῦν τὴν πρεσβείαν τῆς Σοβιετικῆς Ἑνώσεως εἰς τὸ Πεκῖνον, ὡς ἀντίποινα διὰ τὰ ἐπεισόδια εἰς τὴν Μόσχαν ἐναντίον Κινέζων φοιτητῶν. Οἱ διαδηλωταὶ φέρουν πλακάτ καὶ κραυγάζουν συνθήματα κατὰ τῶν Σοβιετικῶν ἡγετῶν. <box>665 1587 951 1637</box>
small-news-article <box>1249 1949 1575 2319</box>
headline: ΕΙΣ ΤΟ ΜΟΝΤΡΕΑΛ <box>476 1789 598 1803</box>
article-text: ΒΟΝΝΗ, 27. (Ἡνωμ. Τύπος).— Ὁ πρόεδρος τοῦ Βορείου Βιετνάμ Χὸ Τσὶ Μὶνχ ἐπανέλαβεν εἰς ἐπιστολήν του πρὸς τὸν ἡγέτην τῶν Γερμανῶν προτεσταντῶν ὅτι τὸ Ἀνόι εἶναι πρόθυμον διὰ συνομιλίας ἐὰν αἱ Ἡνωμέναι Πολιτεῖαι διακόψουν ἀνεπιφυλάκτως τοὺς βομβαρδισμοὺς καὶ πᾶσαν ἄλλην πολεμικὴν ἐνέργειαν κατὰ τοῦ Βορείου Βιετνάμ. <box>1249 1061 1575 1111</box>
article-text: ΜΟΣΧΑ, 27. (Ἀσσ. Πρές).— Ἡ Σοβιετικὴ κυβέρνησις ὑπέβαλεν ἔντονον διαμαρτυρίαν πρὸς τὴν κυβέρνησιν τῆς Λαϊκῆς Κίνας. Ἡ διαμαρτυρία ἀναφέρει ὅτι τὸ προσωπικὸν τῆς πρεσβείας εὑρίσκεται εἰς κίνδυνον. <box>665 1736 951 1776</box>
article-text: ΜΟΣΧΑ, 27. (Ἀσσ. Πρές).— Ἡ Σοβιετικὴ κυβέρνησις ὑπέβαλεν ἔντονον διαμαρτυρίαν πρὸς τὴν κυβέρνησιν τῆς Λαϊκῆς Κίνας. Ἡ διαμαρτυρία ἀναφέρει ὅτι τὸ προσωπικὸν τῆς πρεσβείας εὑρίσκεται εἰς κίνδυνον. <box>665 1530 951 1570</box>
article-text: ΛΕΥΚΩΣΙΑ, 27. (Ἀσσ. Πρές).— Ὁ Ρῶσσος ἐπιτετραμμένος κ. Κοσύγκιν δὲν εὑρίσκετο εἰς τὸ κτίριον ὅταν ἐξερράγη χθὲς τὴν νύκτα βόμβα εἰς τὸ μέγαρον τῆς Σοβιετικῆς πρεσβείας. Ἡ ἔκρηξις προεκάλεσε μεγάλας ζημίας ἀλλὰ οὐδεὶς ἐτραυματίσθη. Ἡ Κυπριακὴ ἀστυνομία διεξάγει ἀνακρίσεις πρὸς ἀνακάλυψιν τῶν δραστῶν. <box>959 173 1095 285</box>
section-title: ΠΡΑΓΜΑΤΙΚΗ ΠΟΛΙΟΡΚΙΑ <box>743 1574 873 1585</box>
article-text: ΠΕΚΙΝΟΝ, 27. (Ρώυτερ).— Χιλιάδες ἐρυθροφρουροὶ καὶ σπουδασταὶ πολιορκοῦν τὴν πρεσβείαν τῆς Σοβιετικῆς Ἑνώσεως εἰς τὸ Πεκῖνον, ὡς ἀντίποινα διὰ τὰ ἐπεισόδια εἰς τὴν Μόσχαν ἐναντίον Κινέζων φοιτητῶν. Οἱ διαδηλωταὶ φέρουν πλακάτ καὶ κραυγάζουν συνθήματα κατὰ τῶν Σοβιετικῶν ἡγετῶν. <box>665 1779 951 1830</box>
section-title: Φ. ΚΩΝΣΤΑΝΤΙΝΙΔΗΣ <box>1117 394 1226 405</box>
article-text: Ἡ κατασκευὴ ἀμερικανικοῦ δικτύου ἀντιπυραύλων θὰ ἐκόστιζεν περὶ τὰ 40 δισεκατομμύρια δολλάρια. Ὁ κ. Μὰκ Ναμάρα ἐξέφρασε τὴν ἐλπίδα ὅτι θὰ καταστῇ δυνατὴ ἡ ἐπίτευξις συμφωνίας μετὰ τῆς Σοβιετικῆς Ἑνώσεως διὰ τὸν περιορισμὸν τῶν ἐξοπλισμῶν. <box>665 406 951 446</box>
subheadline: ΤΕΛΕΤΑΙ ΕΙΣ ΤΗΝ ΜΟΣΧΑΝ <box>62 246 352 269</box>
looters-article <box>959 1475 1240 1673</box>
article-text: ΟΥΑΣΙΓΚΤΩΝ, 27. (Ἡν. Τύπος).— Ὁ Ἀμερικανὸς ὑπουργὸς Ἀμύνης κ. Μὰκ Ναμάρα, εἰς ἔκθεσίν του ὑποβληθεῖσαν εἰς τὸ Κογκρέσσον, ἐτόνισεν ὅτι ἡ Σοβιετικὴ Ἕνωσις κατασκευάζει εὐρὺ δίκτυον ἀντιπυραύλων πέριξ τῆς Μόσχας καὶ ἄλλων μεγάλων πόλεων. Ὁ κ. Μὰκ Ναμάρα ὑπεστήριξεν ὅτι αἱ Ἡνωμέναι Πολιτεῖαι ὀφείλουν νὰ ἀπαντήσουν διὰ τῆς ἀναπτύξεως τῶν ἐπιθετικῶν των ὅπλων. <box>418 200 655 281</box>
article-text: ΤΟΚΙΟ, 27. (Ἀσσ. Πρές).— Τὸ Κομμουνιστικὸν κόμμα τῆς Ἰαπωνίας ἐπέκρινε τὴν τακτικὴν τῆς Λαϊκῆς Κίνας καὶ τὴν λεγομένην πολιτιστικὴν ἐπανάστασιν. Τὸ κόμμα ἐτόνισεν ὅτι δὲν ἀποδέχεται ἐπεμβάσεις εἰς τὰς ἐσωτερικάς του ὑποθέσεις. <box>418 1236 655 1286</box>
article-text: Ο ΑΡΧΗΓΟΣ τοῦ Βρεταννικοῦ Ἐργατικοῦ κόμματος ἐδήλωσεν ὅτι ἡ Ἀγγλία θὰ ὑποβάλῃ αἴτησιν προσχωρήσεως εἰς τὴν Κοινὴν Ἀγοράν. — ΕΠΕΙΣΟΔΙΑ ἐσημειώθησαν εἰς τὸ Ἄντεν μεταξὺ Βρεταννῶν στρατιωτῶν καὶ ἐθνικιστῶν. — Ο ΠΡΟΕΔΡΟΣ Ντὲ Γκὼλ θὰ ἀπευθύνῃ διάγγελμα πρὸς τὸν Γαλλικὸν λαόν. <box>1249 2038 1575 2078</box>
article-text: ΣΙΚΑΓΟΝ, 27. (Ρώυτερ).— Ἐκμεταλλευόμενοι τὴν χιονοθύελλαν, λαφυραγωγοὶ εἰσέβαλον εἰς καταστήματα καὶ ἀφήρεσαν ἐμπορεύματα. Ἡ ἀστυνομία συνέλαβε δεκάδας ἀτόμων. <box>959 1559 1240 1590</box>
article-text: ΜΟΝΤΡΕΑΛ, 27. (Ἡν. Τύπος).— Ὁ Ἕλλην πρόξενος εἰς τὸ Μόντρεαλ προεκάλεσεν ἀναταραχὴν εἰς τὴν Ἑλληνικὴν παροικίαν διὰ δηλώσεών του. Μέλη τῆς παροικίας διαμαρτυρήθησαν. <box>418 1845 655 1886</box>
headline: ΤΗΝ 18ΗΝ ΕΠΕΤΕΙΟΝ <box>1029 1297 1169 1311</box>
headline: ΔΙΑ ΦΟΡΟΔΙΑΦΥΓΗΝ <box>469 1552 605 1566</box>
subheadline: ΜΕΤΑ ΤΑ ΕΠΕΙΣΟΔΙΑ ΕΙΣ ΤΗΝ ΜΟΣΧΑΝ <box>681 1445 936 1459</box>
article-text: Αἱ φοῦστες παραμένουν κονταί, ἐνῷ τὰ φορέματα τῆς ἑσπέρας εἶναι μακρὰ καὶ πλουσίως διακοσμημένα. Ἰδιαιτέραν ἐντύπωσιν προεκάλεσαν τὰ ἐμπριμὲ ὑφάσματα μὲ ἀφρικανικὰ σχέδια καὶ τὰ περιδέραια ἀπὸ ξύλον καὶ χαλκόν. <box>211 1472 409 1534</box>
article-text: ΛΟΝΔΙΝΟΝ, 27. (Ρώυτερ).— Ἐκ μέρους τῆς Ἀγγλίας ὑπέγραψε τὴν συμφωνίαν ὁ ὑπουργὸς Ἐξωτερικῶν κ. Μπράουν, ἐνῷ ἐκ μέρους τῆς Σοβιετικῆς Ἑνώσεως ὁ πρέσβυς κ. Σολντάτωφ. Ὁ κ. Μπράουν ἐτόνισεν ὅτι ἡ συμφωνία ἀνοίγει τὸν δρόμον διὰ περαιτέρω συμφωνίας ἐπὶ τοῦ ἀφοπλισμοῦ. <box>211 386 409 457</box>
article-text: Ὁ Χὸ Τσὶ Μὶνχ ἐτόνισεν ὅτι ὁ λαὸς τοῦ Βιετνὰμ ἐπιθυμεῖ τὴν εἰρήνην ἀλλὰ δὲν θὰ ὑποκύψῃ εἰς τὰς πιέσεις. Ἡ ἐπιστολὴ ἐδημοσιεύθη ὑπὸ τῆς Γερμανικῆς Εὐαγγελικῆς Ἐκκλησίας. <box>1249 1214 1575 1244</box>
headline: ΤΩΝ ΕΚΚΛΗΣΙΩΝ <box>1044 1715 1155 1729</box>
article-text: Αἱ φοῦστες παραμένουν κονταί, ἐνῷ τὰ φορέματα τῆς ἑσπέρας εἶναι μακρὰ καὶ πλουσίως διακοσμημένα. Ἰδιαιτέραν ἐντύπωσιν προεκάλεσαν τὰ ἐμπριμὲ ὑφάσματα μὲ ἀφρικανικὰ σχέδια καὶ τὰ περιδέραια ἀπὸ ξύλον καὶ χαλκόν. <box>211 1335 409 1396</box>
headline: ΠΛΗΤΤΟΥΝ ΤΟ ΣΙΚΑΓΟΝ <box>457 1375 617 1388</box>
article-text: ΜΟΣΧΑ, 27. (Ἀσσ. Πρές).— Ὑπεγράφη ἐν Μόσχᾳ τελετὴ ἡ διεθνὴς συμφωνία διὰ τὴν εἰρηνικὴν χρῆσιν τοῦ διαστήματος καὶ τῶν οὐρανίων σωμάτων. Τὸ σύμφωνον ὑπέγραψαν ὁ Ρῶσσος ὑπουργὸς Ἐξωτερικῶν κ. Γκρομύκο καὶ οἱ πρέσβεις τῶν Ἡνωμένων Πολιτειῶν καὶ τῆς Ἀγγλίας, παρουσίᾳ τοῦ Ρώσσου πρωθυπουργοῦ κ. Κοσύγκιν. <box>6 298 203 379</box>
subheadline: ΕΝΑΝΤΙΟΝ ΤΩΝ ΚΙΝΕΖΩΝ ΦΟΙΤΗΤΩΝ <box>688 1459 929 1472</box>
article-text: ΠΑΡΙΣΙΟΙ, 27. (Ρώυτερ).— Ὁ οἶκος Κρίστιαν Ντιὸρ παρουσίασε τὰ νέα του μοντέλλα διὰ τὴν ἄνοιξιν καὶ τὸ καλοκαίρι. Τὰ μοντέλλα εἶναι ἐμπνευσμένα ἀπὸ τὴν Ἀφρικὴν καὶ χαρακτηρίζονται ἀπὸ ἔντονα χρώματα καὶ ἐλευθέρας γραμμάς. Ἡ ἐπίδειξις προσείλκυσε πλῆθος ἐπισκεπτῶν ἀπ' ὅλον τὸν κόσμον. <box>211 1398 409 1469</box>
article-text: Ἡ Σοβιετικὴ πρεσβεία κατήγγειλε τὴν ἐπίθεσιν ὡς προβοκατόρικην πρᾶξιν ἀποσκοποῦσαν εἰς τὴν διατάραξιν τῶν σχέσεων μεταξὺ Κύπρου καὶ Σοβιετικῆς Ἑνώσεως. Ὁ πρόεδρος Μακάριος ἐξέφρασε τὴν λύπην του διὰ τὸ ἐπεισόδιον. <box>959 287 1095 369</box>
article-text: ΚΩΝΣΤΑΝΤΙΝΟΥΠΟΛΙΣ, 27. (Τ.Ο.Ε.).— Ὁ Οἰκουμενικὸς Πατριάρχης κ. Ἀθηναγόρας ἑώρτασε τὴν 18ην ἐπέτειον τῆς ἀναρρήσεώς του εἰς τὸν Πατριαρχικὸν θρόνον. Εἰς τὸν Πατριαρχικὸν Ναὸν ἐτελέσθη δοξολογία. <box>959 1367 1240 1407</box>
article-text: ΛΟΝΔΙΝΟΝ, 27. (Ρώυτερ).— Ἐκ μέρους τῆς Ἀγγλίας ὑπέγραψε τὴν συμφωνίαν ὁ ὑπουργὸς Ἐξωτερικῶν κ. Μπράουν, ἐνῷ ἐκ μέρους τῆς Σοβιετικῆς Ἑνώσεως ὁ πρέσβυς κ. Σολντάτωφ. Ὁ κ. Μπράουν ἐτόνισεν ὅτι ἡ συμφωνία ἀνοίγει τὸν δρόμον διὰ περαιτέρω συμφωνίας ἐπὶ τοῦ ἀφοπλισμοῦ. <box>6 590 203 662</box>
headline: ΕΑΝ ΑΙ ΗΝΩΜΕΝΑΙ ΠΟΛΙΤΕΙΑΙ <box>1089 934 1446 958</box>
headline: ΥΠΕΣΧΕΘΗ <box>500 1065 573 1079</box>
headline: Ο ΥΙΟΣ ΤΟΥ ΤΣΙΑΝΟ <box>1034 1071 1165 1085</box>
article-text: ΒΗΡΥΤΟΣ, 27. (Ρώυτερ).— Ὁ Ἱσπανὸς ὑπουργὸς Ἐξωτερικῶν ἐδήλωσεν ὅτι ἡ Ἱσπανία δὲν πρόκειται νὰ ἀναγνωρίσῃ τὸ Ἰσραήλ. Ἡ δήλωσις αὕτη ἐγένετο κατὰ τὴν διάρκειαν ἐπισκέψεώς του εἰς τὸν Λίβανον. <box>959 1931 1240 1972</box>
headline: πολιορκοῦν εἰς τὸ Πεκῖνον <box>666 1371 950 1392</box>
article-text: ΜΑΚΑΟ, 27. (Ρώυτερ).— Αἱ σχέσεις μεταξὺ Πορτογάλων καὶ Κινέζων εἰς τὸ Μακάο ἐπιδεινοῦνται. Κινέζοι ἐρυθροφρουροὶ διοργανώνουν διαδηλώσεις κατὰ τῶν Πορτογαλικῶν ἀρχῶν. Πολλοὶ Πορτογάλοι ἐγκαταλείπουν τὴν ἀποικίαν. <box>665 961 951 1002</box>
headline: ΔΙΑΚΟΨΟΥΝ ΤΟΥΣ ΒΟΜΒΑΡΔΙΣΜΟΥΣ <box>1045 959 1489 984</box>
headline: ΑΡΝΕΙΤΑΙ ΝΑ ΥΠΟΒΑΛΗ ΤΗΝ ΠΑΡΑΙΤΗΣΙΝ ΤΟΥ <box>25 2000 390 2037</box>
subheadline: ΑΙ ΗΝΩΜΕΝΑΙ ΠΟΛΙΤΕΙΑΙ ΟΦΕΙΛΟΥΝ ΝΑ ΑΝΑΠΤΥΞΟΥΝ ΤΑ ΕΠΙΘΕΤΙΚΑ ΟΠΛΑ <box>431 155 642 196</box>
computer-article <box>6 1811 409 1969</box>
headline: ἀπουαλύπτει ὁ Μὰκ Ναμάρα <box>428 99 645 146</box>
column-rule <box>1243 0 1244 2324</box>
article-text: ΒΟΝΝΗ, 27. (Ἡνωμ. Τύπος).— Ὁ πρόεδρος τοῦ Βορείου Βιετνάμ Χὸ Τσὶ Μὶνχ ἐπανέλαβεν εἰς ἐπιστολήν του πρὸς τὸν ἡγέτην τῶν Γερμανῶν προτεσταντῶν ὅτι τὸ Ἀνόι εἶναι πρόθυμον διὰ συνομιλίας ἐὰν αἱ Ἡνωμέναι Πολιτεῖαι διακόψουν ἀνεπιφυλάκτως τοὺς βομβαρδισμοὺς καὶ πᾶσαν ἄλλην πολεμικὴν ἐνέργειαν κατὰ τοῦ Βορείου Βιετνάμ. <box>1249 1261 1575 1312</box>
headline: Ἐρυθροφρουροὶ καὶ σπουδασταὶ <box>704 1323 913 1369</box>
article-text: ΛΑΣ ΒΕΓΚΑΣ, 27. (Ρώυτερ).— Ὁ διάσημος ἀμερικανὸς τραγουδιστὴς Φρὰνκ Σινάτρα κατηγορεῖται ὅτι δὲν κατέβαλε τοὺς ὀφειλομένους φόρους διὰ τὰ ἔσοδα ἐκ τῶν καζίνων του. Ὁ Σινάτρα ἀρνεῖται τὰς κατηγορίας. <box>418 1609 655 1649</box>
headline: τὴν πρεσβείαν τῆς Σ. Ἑνώσεως <box>696 1394 921 1440</box>
subheadline: Ὅροι ἐτέθησαν ὑπὸ τῆς Τουρκίας <box>766 111 1138 134</box>
headline: ΔΙΑ ΤΗΝ ΑΝΟΙΞΙΝ ΚΑΙ ΔΙΑ ΤΟ ΚΑΛΟΚΑΙΡΙ <box>29 1312 386 1331</box>
article-text: ΟΥΑΣΙΓΚΤΩΝ, 27. (Ρώυτερ).— Ὁ πρωθυπουργὸς τῆς Ροδεσίας κ. Σμὶθ προσεκλήθη εἰς συνέδριον τῶν Ἐκκλησιῶν διὰ νὰ ἐκθέσῃ τὰς ἀπόψεις τῆς κυβερνήσεώς του ἐπὶ τοῦ φυλετικοῦ ζητήματος. <box>959 1729 1240 1759</box>
article-text: Τέσσαρα βαρυτραυματισμένοι γόνες εἰς Θεσσαλονίκην, κατὰ τὴν διάρκειαν τῆς χθεσινῆς ἡμέρας ἐσημειώθησαν τροχαῖα ἀτυχήματα. Εἰς τὸ Νοσοκομεῖον τῶν Ἁγίων Ἀναργύρων μετεφέρθησαν ὑπὸ τραυματίαι ἐκ τροχαίων ἀτυχημάτων ἐντὸς τῆς πόλεως. <box>211 1214 409 1275</box>
section-title: ΤΕΛΕΤΟΥΡΓΙΑ <box>1136 274 1207 285</box>
chicago-article <box>418 1337 655 1510</box>
article-text: ΒΟΝΝΗ, 27. (Ἡνωμ. Τύπος).— Ὁ πρόεδρος τοῦ Βορείου Βιετνάμ Χὸ Τσὶ Μὶνχ ἐπανέλαβεν εἰς ἐπιστολήν του πρὸς τὸν ἡγέτην τῶν Γερμανῶν προτεσταντῶν ὅτι τὸ Ἀνόι εἶναι πρόθυμον διὰ συνομιλίας ἐὰν αἱ Ἡνωμέναι Πολιτεῖαι διακόψουν ἀνεπιφυλάκτως τοὺς βομβαρδισμοὺς καὶ πᾶσαν ἄλλην πολεμικὴν ἐνέργειαν κατὰ τοῦ Βορείου Βιετνάμ. <box>1249 1376 1575 1426</box>
section-title: ΑΤΤΙΚΟΝ ΣΧΟΛΕΙΟΝ <box>1360 207 1465 218</box>
smith-article <box>959 1678 1240 1875</box>
headline: 269.000.000 ΔΟΛ. <box>477 1051 597 1065</box>
spain-article <box>959 1880 1240 2319</box>
section-title: Ο ΑΠΟΣΤΟΛΗ ΦΑΡΜΑΚΩΝ <box>1345 1363 1479 1374</box>
article-text: Ὁ κ. Τσαγλαγιαγκὶλ προσέθεσεν ὅτι ἡ Τουρκικὴ κυβέρνησις ἐξετάζει μετὰ προσοχῆς τὰς προτάσεις τῆς Ἑλληνικῆς πλευρᾶς. Τουρκικοὶ διπλωματικοὶ κύκλοι ἐκφράζουν ἐπιφυλάξεις διὰ τὴν ταχεῖαν ἐπίτευξιν λύσεως. <box>665 560 951 600</box>
article-text: ΠΑΤΡΑΙ, 27.— Ἐπιβατικὴ ἁμαξοστοιχία τῆς γραμμῆς Πατρῶν - Πύργου παρέσυρε χθὲς γραῖαν ἡ ὁποία διήρχετο τὰς σιδηροδρομικὰς γραμμάς. Ἡ τραυματισθεῖσα μετεφέρθη εἰς τὸ νοσοκομεῖον ὅπου ἡ κατάστασίς της χαρακτηρίζεται σοβαρά. <box>6 1198 203 1259</box>
congress-article <box>665 1012 951 1308</box>
article-text: ΑΘΗΝΑΙ, 27.— Ὁ πρόεδρος τοῦ Τεχνικοῦ Ἐπιμελητηρίου ἐδήλωσεν ὅτι τὸ συνέδριον θὰ συμβάλῃ εἰς τὴν ἀνάπτυξιν τῆς βιομηχανίας. Εἰς τὰς ἐργασίας τοῦ συνεδρίου θὰ ληφθοῦν ἀποφάσεις διὰ τὴν τεχνικὴν ἐκπαίδευσιν. <box>665 1116 951 1157</box>
article-text: ΜΟΝΤΡΕΑΛ, 27. (Ἡν. Τύπος).— Ὁ Ἕλλην πρόξενος εἰς τὸ Μόντρεαλ προεκάλεσεν ἀναταραχὴν εἰς τὴν Ἑλληνικὴν παροικίαν διὰ δηλώσεών του. Μέλη τῆς παροικίας διαμαρτυρήθησαν. <box>418 1889 655 1929</box>
headline: ΤΟΥ ΟΙΚΟΥ "ΚΡΙΣΤΙΑΝ ΝΤΙΟΡ" <box>76 1295 338 1313</box>
subheadline: διὰ τὴν συνέχισιν τοῦ διαλόγου <box>776 134 1129 158</box>
dior-article <box>6 1268 409 1653</box>
red-guards-article <box>665 1312 951 2319</box>
subheadline: Ἐπανέλαβεν ὁ πρόεδρος Τσὶ Μὶνχ <box>1113 989 1421 1008</box>
article-text: ΤΟΚΙΟ, 27. (Ἀσσ. Πρές).— Ἡ Λαϊκὴ Κίνα καὶ ἡ Βόρειος Κορέα ὑποστηρίζουν ὅτι ἡ Ἀμερικανικὴ οἰκονομία ὑφίσταται σοβαρὰς ζημίας ἐξαιτίας τοῦ πολέμου τοῦ Βιετνάμ. Αἱ στρατιωτικαὶ δαπάναι τῶν Ἡνωμένων Πολιτειῶν αὐξάνονται συνεχῶς. <box>665 708 951 748</box>
article-text: ΠΑΡΙΣΙΟΙ, 27. (Ἡν. Τύπος).— Τὸ διεθνὲς κονσόρτσιουμ διὰ τὴν ἐνίσχυσιν τῆς Τουρκίας ὑπεσχέθη τὴν χορήγησιν βοηθείας ὕψους 269.000.000 δολλαρίων διὰ τὸ τρέχον οἰκονομικὸν ἔτος. Ἡ βοήθεια αὕτη θὰ διατεθῇ διὰ τὴν χρηματοδότησιν τοῦ πενταετοῦς προγράμματος ἀναπτύξεως. <box>418 1106 655 1167</box>
article-text: ΑΘΗΝΑΙ, 27. (Ἡν. Τύπος).— Ὁ ἀρχηγὸς τῆς Ἑνώσεως Κέντρου κ. Γ. Παπανδρέου ἐδήλωσεν ὅτι ἡ χώρα χρειάζεται σταθερὰν κυβέρνησιν. Ὁ κ. Παπανδρέου ἐτόνισεν ὅτι αἱ ἐκλογαὶ πρέπει νὰ διεξαχθοῦν ἐντὸς τῶν προθεσμιῶν τοῦ Συντάγματος. <box>1249 451 1575 491</box>
article-text: Τὴν προσεχῆ Κυριακὴν τελεῖται τὸ μνημόσυνον τοῦ ἀειμνήστου. Οἱ συγγενεῖς καὶ φίλοι παρακαλοῦνται νὰ παρευρεθοῦν. Ἡ σύζυγος, τὰ τέκνα, οἱ ἀδελφοί. <box>418 2002 655 2032</box>
article-text: Ἀφίκοντο χθὲς εἰς Θεσσαλονίκην 36 σύνεδροι τοῦ διεθνοῦς συνεδρίου χημικῶν καὶ μηχανικῶν, οἱ ὁποῖοι θὰ μετάσχουν εἰς τὰς ἐργασίας τοῦ συνεδρίου. Οἱ σύνεδροι προέρχονται ἐκ διαφόρων Εὐρωπαϊκῶν χωρῶν καὶ θὰ παραμείνουν εἰς τὴν πόλιν ἐπὶ μίαν ἑβδομάδα. <box>665 1173 951 1224</box>
article-text: Ἡ κατασκευὴ ἀμερικανικοῦ δικτύου ἀντιπυραύλων θὰ ἐκόστιζεν περὶ τὰ 40 δισεκατομμύρια δολλάρια. Ὁ κ. Μὰκ Ναμάρα ἐξέφρασε τὴν ἐλπίδα ὅτι θὰ καταστῇ δυνατὴ ἡ ἐπίτευξις συμφωνίας μετὰ τῆς Σοβιετικῆς Ἑνώσεως διὰ τὸν περιορισμὸν τῶν ἐξοπλισμῶν. <box>418 697 655 747</box>
section-title: ΕΠΕΙΣΟΔΙΟΝ <box>1138 177 1205 187</box>
antimissile-article <box>418 4 655 1035</box>
headline: Εὐρύ δίκτυον ἀντιπυραύλων <box>456 4 618 51</box>
article-text: ΠΕΚΙΝΟΝ, 27. (Ρώυτερ).— Χιλιάδες ἐρυθροφρουροὶ καὶ σπουδασταὶ πολιορκοῦν τὴν πρεσβείαν τῆς Σοβιετικῆς Ἑνώσεως εἰς τὸ Πεκῖνον, ὡς ἀντίποινα διὰ τὰ ἐπεισόδια εἰς τὴν Μόσχαν ἐναντίον Κινέζων φοιτητῶν. Οἱ διαδηλωταὶ φέρουν πλακάτ καὶ κραυγάζουν συνθήματα κατὰ τῶν Σοβιετικῶν ἡγετῶν. <box>665 1683 951 1734</box>
article-text: ΟΥΑΣΙΓΚΤΩΝ, 27. (Ἡν. Τύπος).— Ὁ Ἀμερικανὸς ὑπουργὸς Ἀμύνης κ. Μὰκ Ναμάρα, εἰς ἔκθεσίν του ὑποβληθεῖσαν εἰς τὸ Κογκρέσσον, ἐτόνισεν ὅτι ἡ Σοβιετικὴ Ἕνωσις κατασκευάζει εὐρὺ δίκτυον ἀντιπυραύλων πέριξ τῆς Μόσχας καὶ ἄλλων μεγάλων πόλεων. Ὁ κ. Μὰκ Ναμάρα ὑπεστήριξεν ὅτι αἱ Ἡνωμέναι Πολιτεῖαι ὀφείλουν νὰ ἀπαντήσουν διὰ τῆς ἀναπτύξεως τῶν ἐπιθετικῶν των ὅπλων. <box>418 612 655 694</box>
subheadline: ΟΥΑΣΙΓΚΤΩΝ ΚΑΙ ΛΟΝΔΙΝΟΝ <box>49 267 365 291</box>
section-title: Η ΕΚΛΕΚΤΙΑ <box>1381 1248 1444 1259</box>
article-text: ΚΩΝΣΤΑΝΤΙΝΟΥΠΟΛΙΣ, 27. (Τ.Ο.Ε.).— Ὁ Οἰκουμενικὸς Πατριάρχης κ. Ἀθηναγόρας ἑώρτασε τὴν 18ην ἐπέτειον τῆς ἀναρρήσεώς του εἰς τὸν Πατριαρχικὸν θρόνον. Εἰς τὸν Πατριαρχικὸν Ναὸν ἐτελέσθη δοξολογία. <box>959 1324 1240 1365</box>
article-text: ΟΥΑΣΙΓΚΤΩΝ, 27. (Ἀσσ. Πρές).— Τὸ Ὁμοσπονδιακὸν Γραφεῖον Ἐρευνῶν (ΕΦ-ΜΠΙ-ΑΙ) χρησιμοποιεῖ ἠλεκτρονικοὺς ἐγκεφάλους διὰ τὴν ἐξιχνίασιν ἐγκλημάτων. Οἱ ἐγκέφαλοι περιέχουν στοιχεῖα διὰ χιλιάδας ὑπόπτων καὶ κλοπιμαίων αὐτοκινήτων. <box>6 1860 203 1921</box>
article-text: ΑΘΗΝΑΙ, 27. (Ἡν. Τύπος).— Ὁ ἀρχηγὸς τῆς Ἑνώσεως Κέντρου κ. Γ. Παπανδρέου ἐδήλωσεν ὅτι ἡ χώρα χρειάζεται σταθερὰν κυβέρνησιν. Ὁ κ. Παπανδρέου ἐτόνισεν ὅτι αἱ ἐκλογαὶ πρέπει νὰ διεξαχθοῦν ἐντὸς τῶν προθεσμιῶν τοῦ Συντάγματος. <box>1249 219 1575 260</box>
euphrates-article <box>665 508 951 651</box>
article-text: ΛΕΥΚΩΣΙΑ, 27. (Ἡν. Τύπος).— Ἡ Κυπριακὴ κυβέρνησις ἀρνεῖται ὅτι ἠγόρασεν ὅπλα ἀπὸ τὴν Δυτικὴν Γερμανίαν. Αἱ σχετικαὶ πληροφορίαι χαρακτηρίζονται ὡς ἀβάσιμοι. <box>1103 419 1240 481</box>
article-text: Αἱ φοῦστες παραμένουν κονταί, ἐνῷ τὰ φορέματα τῆς ἑσπέρας εἶναι μακρὰ καὶ πλουσίως διακοσμημένα. Ἰδιαιτέραν ἐντύπωσιν προεκάλεσαν τὰ ἐμπριμὲ ὑφάσματα μὲ ἀφρικανικὰ σχέδια καὶ τὰ περιδέραια ἀπὸ ξύλον καὶ χαλκόν. <box>6 1408 203 1469</box>
article-text: ΠΑΤΡΑΙ, 27.— Ἐπιβατικὴ ἁμαξοστοιχία τῆς γραμμῆς Πατρῶν - Πύργου παρέσυρε χθὲς γραῖαν ἡ ὁποία διήρχετο τὰς σιδηροδρομικὰς γραμμάς. Ἡ τραυματισθεῖσα μετεφέρθη εἰς τὸ νοσοκομεῖον ὅπου ἡ κατάστασίς της χαρακτηρίζεται σοβαρά. <box>211 1151 409 1212</box>
article-text: ΟΥΑΣΙΓΚΤΩΝ, 27. (Ρώυτερ).— Ὁ πρωθυπουργὸς τῆς Ροδεσίας κ. Σμὶθ προσεκλήθη εἰς συνέδριον τῶν Ἐκκλησιῶν διὰ νὰ ἐκθέσῃ τὰς ἀπόψεις τῆς κυβερνήσεώς του ἐπὶ τοῦ φυλετικοῦ ζητήματος. <box>959 1762 1240 1792</box>
montreal-article <box>418 1752 655 1974</box>
japan-article <box>418 1184 655 1339</box>
article-text: Ὁ κ. Τσαγλαγιαγκὶλ προσέθεσεν ὅτι ἡ Τουρκικὴ κυβέρνησις ἐξετάζει μετὰ προσοχῆς τὰς προτάσεις τῆς Ἑλληνικῆς πλευρᾶς. Τουρκικοὶ διπλωματικοὶ κύκλοι ἐκφράζουν ἐπιφυλάξεις διὰ τὴν ταχεῖαν ἐπίτευξιν λύσεως. <box>959 500 1095 582</box>
far-right-column-mid <box>1249 1061 1575 1944</box>
article-text: ΛΕΥΚΩΣΙΑ, 27. (Ἡν. Τύπος).— Ἡ Κυπριακὴ κυβέρνησις ἀρνεῖται ὅτι ἠγόρασεν ὅπλα ἀπὸ τὴν Δυτικὴν Γερμανίαν. Αἱ σχετικαὶ πληροφορίαι χαρακτηρίζονται ὡς ἀβάσιμοι. <box>1249 173 1575 202</box>
article-text: ΟΥΑΣΙΓΚΤΩΝ, 27. (Ἀσσ. Πρές).— Τὸ Ὁμοσπονδιακὸν Γραφεῖον Ἐρευνῶν (ΕΦ-ΜΠΙ-ΑΙ) χρησιμοποιεῖ ἠλεκτρονικοὺς ἐγκεφάλους διὰ τὴν ἐξιχνίασιν ἐγκλημάτων. Οἱ ἐγκέφαλοι περιέχουν στοιχεῖα διὰ χιλιάδας ὑπόπτων καὶ κλοπιμαίων αὐτοκινήτων. <box>211 1860 409 1921</box>
article-text: ΤΖΑΚΑΡΤΑ, 27. (Ρώυτερ).— Ὁ πρόεδρος Σοεκάρνο ἀρνεῖται νὰ ὑποβάλῃ τὴν παραίτησίν του παρὰ τὰς ἰσχυρὰς πιέσεις τὰς ὁποίας δέχεται ἀπὸ τὸν στρατὸν καὶ τὰς φοιτητικὰς ὀργανώσεις. Ὁ στρατηγὸς Σουχάρτο ἐπανέλαβεν ὅτι ἡ χώρα χρειάζεται σταθερότητα. <box>6 2041 203 2102</box>
headline: ΠΑΣΧΕΙ ΣΟΒΑΡΩΣ Η ΑΜΕΡΙΚΑΝΙΚΗ ΟΙΚΟΝΟΜΙΑ ΥΠΟΣΤΗΡΙΖΟΥΣΑ ΤΗΝ Λ.Δ.ΚΗΝ ΚΙΝΑ ΚΑΙ ΤΗΝ ΚΟΡΕΑ <box>694 666 923 708</box>
headline: ΤΗΣ ΑΝΑΡΡΗΣΕΩΣ ΤΟΥ <box>1023 1311 1175 1324</box>
column-rule <box>659 0 660 2324</box>
article-text: Ὁ Χὸ Τσὶ Μὶνχ ἐτόνισεν ὅτι ὁ λαὸς τοῦ Βιετνὰμ ἐπιθυμεῖ τὴν εἰρήνην ἀλλὰ δὲν θὰ ὑποκύψῃ εἰς τὰς πιέσεις. Ἡ ἐπιστολὴ ἐδημοσιεύθη ὑπὸ τῆς Γερμανικῆς Εὐαγγελικῆς Ἐκκλησίας. <box>1249 1114 1575 1144</box>
bomb-body <box>959 173 1240 893</box>
article-text: ΤΖΑΚΑΡΤΑ, 27. (Ἀσσ. Πρές).— Ὁ στρατηγὸς Σουχάρτο ἀπηύθυνεν ἔκκλησιν πρὸς τὸν λαὸν νὰ διατηρήσῃ τὴν ψυχραιμίαν του. Τὸ Κοινοβούλιον συνεδριάζει διὰ νὰ ἀποφασίσῃ τὸ μέλλον τοῦ προέδρου. <box>211 2041 409 2091</box>
headline: ΠΥΚΝΑΙ ΧΙΟΝΟΠΤΩΣΕΙΣ <box>459 1347 615 1361</box>
headline: Ο ΦΡΑΝΚ ΣΙΝΑΤΡΑ <box>475 1525 599 1538</box>
article-text: ΜΟΣΧΑ, 27. (Ἀσσ. Πρές).— Ἡ Σοβιετικὴ κυβέρνησις ὑπέβαλεν ἔντονον διαμαρτυρίαν πρὸς τὴν κυβέρνησιν τῆς Λαϊκῆς Κίνας. Ἡ διαμαρτυρία ἀναφέρει ὅτι τὸ προσωπικὸν τῆς πρεσβείας εὑρίσκεται εἰς κίνδυνον. <box>665 1929 951 1970</box>
headline: ΤΟ ΚΙΝΕΖΙΚΟΝ ΣΤΟΙΧΕΙΟΝ ΕΙΣ ΤΟ ΜΑΚΑΟ ΕΘΕΣΕΝ ΥΠΟ ΔΙΩΓΜΟΝ ΤΟΥΣ ΠΟΡΤΟΓΑΛΟΥΣ <box>671 834 945 875</box>
article-text: ΒΟΝΝΗ, 27. (Ἡνωμ. Τύπος).— Ὁ πρόεδρος τοῦ Βορείου Βιετνάμ Χὸ Τσὶ Μὶνχ ἐπανέλαβεν εἰς ἐπιστολήν του πρὸς τὸν ἡγέτην τῶν Γερμανῶν προτεσταντῶν ὅτι τὸ Ἀνόι εἶναι πρόθυμον διὰ συνομιλίας ἐὰν αἱ Ἡνωμέναι Πολιτεῖαι διακόψουν ἀνεπιφυλάκτως τοὺς βομβαρδισμοὺς καὶ πᾶσαν ἄλλην πολεμικὴν ἐνέργειαν κατὰ τοῦ Βορείου Βιετνάμ. <box>1249 1147 1575 1197</box>
headline: Ο ΣΟΕΚΑΡΝΟ, ΠΑΡΑ ΤΑΣ ΙΣΧΥΡΑΣ ΠΙΕΣΕΙΣ, <box>19 1983 396 2001</box>
article-text: Κατὰ τὴν διάρκειαν τῆς τελετῆς ὁ Σοβιετικὸς πρωθυπουργὸς κ. Κοσύγκιν ἐχαρακτήρισε τὴν συμφωνίαν ὡς σημαντικὸν βῆμα πρὸς τὴν μείωσιν τῆς διεθνοῦς ἐντάσεως. Ὁ πρέσβυς τῶν Ἡνωμένων Πολιτειῶν κ. Τόμσον ἐδήλωσεν ὅτι ἡ συμφωνία ἀποτελεῖ ὑπόδειγμα διεθνοῦς συνεργασίας. <box>211 597 409 668</box>
headline: ΕΙΣ ΗΛΕΚΤΡΟΝΙΚΟΥΣ ΕΓΚΕΦΑΛΟΥΣ ΑΝΑΘΕΤΕΙ <box>6 1820 409 1838</box>
article-text: ΜΑΚΑΟ, 27. (Ρώυτερ).— Αἱ σχέσεις μεταξὺ Πορτογάλων καὶ Κινέζων εἰς τὸ Μακάο ἐπιδεινοῦνται. Κινέζοι ἐρυθροφρουροὶ διοργανώνουν διαδηλώσεις κατὰ τῶν Πορτογαλικῶν ἀρχῶν. Πολλοὶ Πορτογάλοι ἐγκαταλείπουν τὴν ἀποικίαν. <box>665 875 951 916</box>
headline: ΤΟ ΚΟΝΣΟΡΤΣΙΟΥΜ <box>472 1092 602 1106</box>
